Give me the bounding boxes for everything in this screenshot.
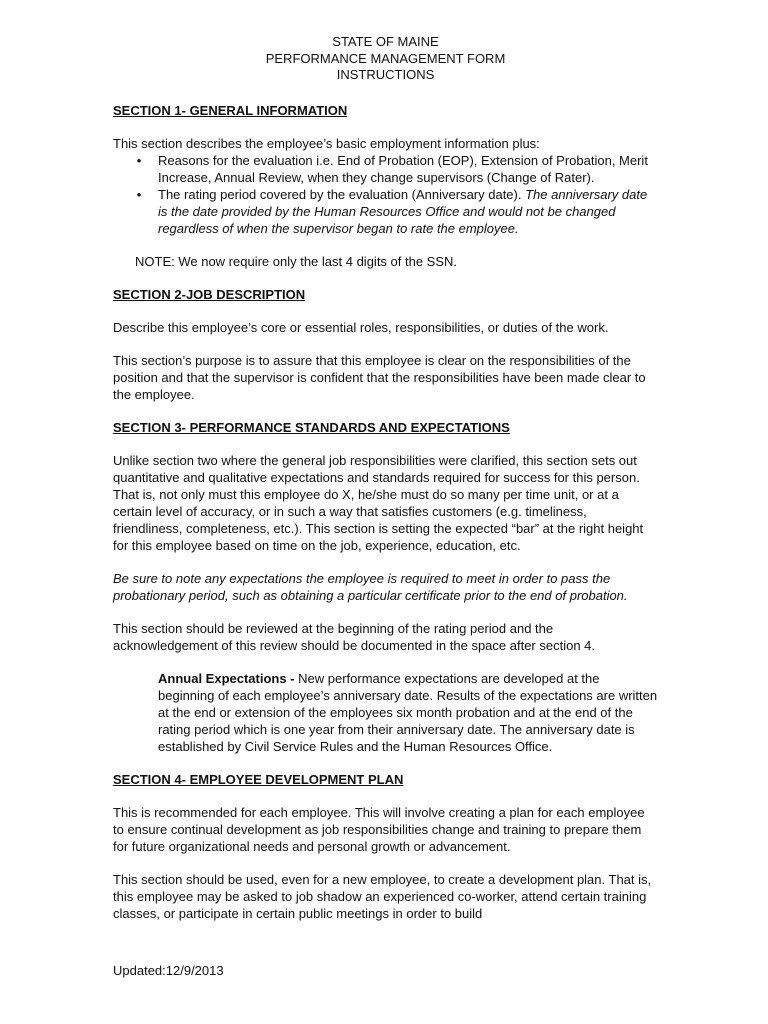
updated-date: Updated:12/9/2013 bbox=[113, 963, 224, 978]
section-2-heading: SECTION 2-JOB DESCRIPTION bbox=[113, 286, 306, 302]
annual-expectations-label: Annual Expectations - bbox=[158, 670, 299, 686]
section-1-intro: This section describes the employee’s basic employment information plus: bbox=[113, 135, 540, 151]
section-1-bullet-list bbox=[113, 152, 658, 237]
section-3-italic-note: Be sure to note any expectations the employee is required to meet in order to pass the probationary period, such as obtaining a particular certificate prior to the end of probation. bbox=[113, 570, 628, 603]
section-3-para-3: This section should be reviewed at the beginning of the rating period and the acknowledgement of this review should be documented in the space after section 4. bbox=[113, 620, 596, 653]
bullet-text-italic: The anniversary date is the date provided by the Human Resources Office and would not be changed regardless of when the supervisor began to rate the employee. bbox=[158, 186, 648, 236]
title-line-form: PERFORMANCE MANAGEMENT FORM bbox=[265, 50, 506, 66]
annual-expectations-text: New performance expectations are developed at the beginning of each employee’s anniversary date. Results of the expectations are written at the end or extension of the employees six month probation and at the end of the rating period which is one year from their anniversary date. The anniversary date is established by Civil Service Rules and the Human Resources Office. bbox=[158, 670, 658, 754]
section-4-heading: SECTION 4- EMPLOYEE DEVELOPMENT PLAN bbox=[113, 771, 404, 787]
title-line-state: STATE OF MAINE bbox=[332, 34, 439, 49]
section-1-bullet-reasons bbox=[133, 152, 658, 186]
section-3-heading: SECTION 3- PERFORMANCE STANDARDS AND EXPECTATIONS bbox=[113, 419, 510, 435]
ssn-note: NOTE: We now require only the last 4 digits of the SSN. bbox=[135, 253, 458, 269]
bullet-text: Reasons for the evaluation i.e. End of Probation (EOP), Extension of Probation, Merit Increase, Annual Review, when they change supervisors (Change of Rater). bbox=[158, 152, 648, 185]
bullet-icon: • bbox=[136, 186, 142, 202]
title-line-instructions: INSTRUCTIONS bbox=[336, 67, 435, 82]
section-2-para-2: This section’s purpose is to assure that this employee is clear on the responsibilities of the position and that the supervisor is confident that the responsibilities have been made clear to the employee. bbox=[113, 352, 646, 402]
document-page bbox=[113, 34, 658, 922]
section-1-heading: SECTION 1- GENERAL INFORMATION bbox=[113, 102, 348, 118]
section-4-para-2: This section should be used, even for a new employee, to create a development plan. That is, this employee may be asked to job shadow an experienced co-worker, attend certain training classes, or participate in certain public meetings in order to build bbox=[113, 871, 652, 921]
section-3-para-1: Unlike section two where the general job responsibilities were clarified, this section sets out quantitative and qualitative expectations and standards required for success for this person. That is, not only must this employee do X, he/she must do so many per time unit, or at a certain level of accuracy, or in such a way that satisfies customers (e.g. timeliness, friendliness, completeness, etc.). This section is setting the expected “bar” at the right height for this employee based on time on the job, experience, education, etc. bbox=[113, 452, 644, 553]
section-2-para-1: Describe this employee’s core or essential roles, responsibilities, or duties of the work. bbox=[113, 319, 609, 335]
section-1-bullet-rating-period bbox=[133, 186, 658, 237]
document-title bbox=[113, 34, 658, 84]
section-4-para-1: This is recommended for each employee. This will involve creating a plan for each employee to ensure continual development as job responsibilities change and training to prepare them for future organizational needs and personal growth or advancement. bbox=[113, 804, 645, 854]
bullet-text: The rating period covered by the evaluation (Anniversary date). bbox=[158, 186, 526, 202]
bullet-icon: • bbox=[136, 152, 142, 168]
section-3-para-2 bbox=[113, 570, 658, 604]
annual-expectations bbox=[113, 670, 658, 755]
